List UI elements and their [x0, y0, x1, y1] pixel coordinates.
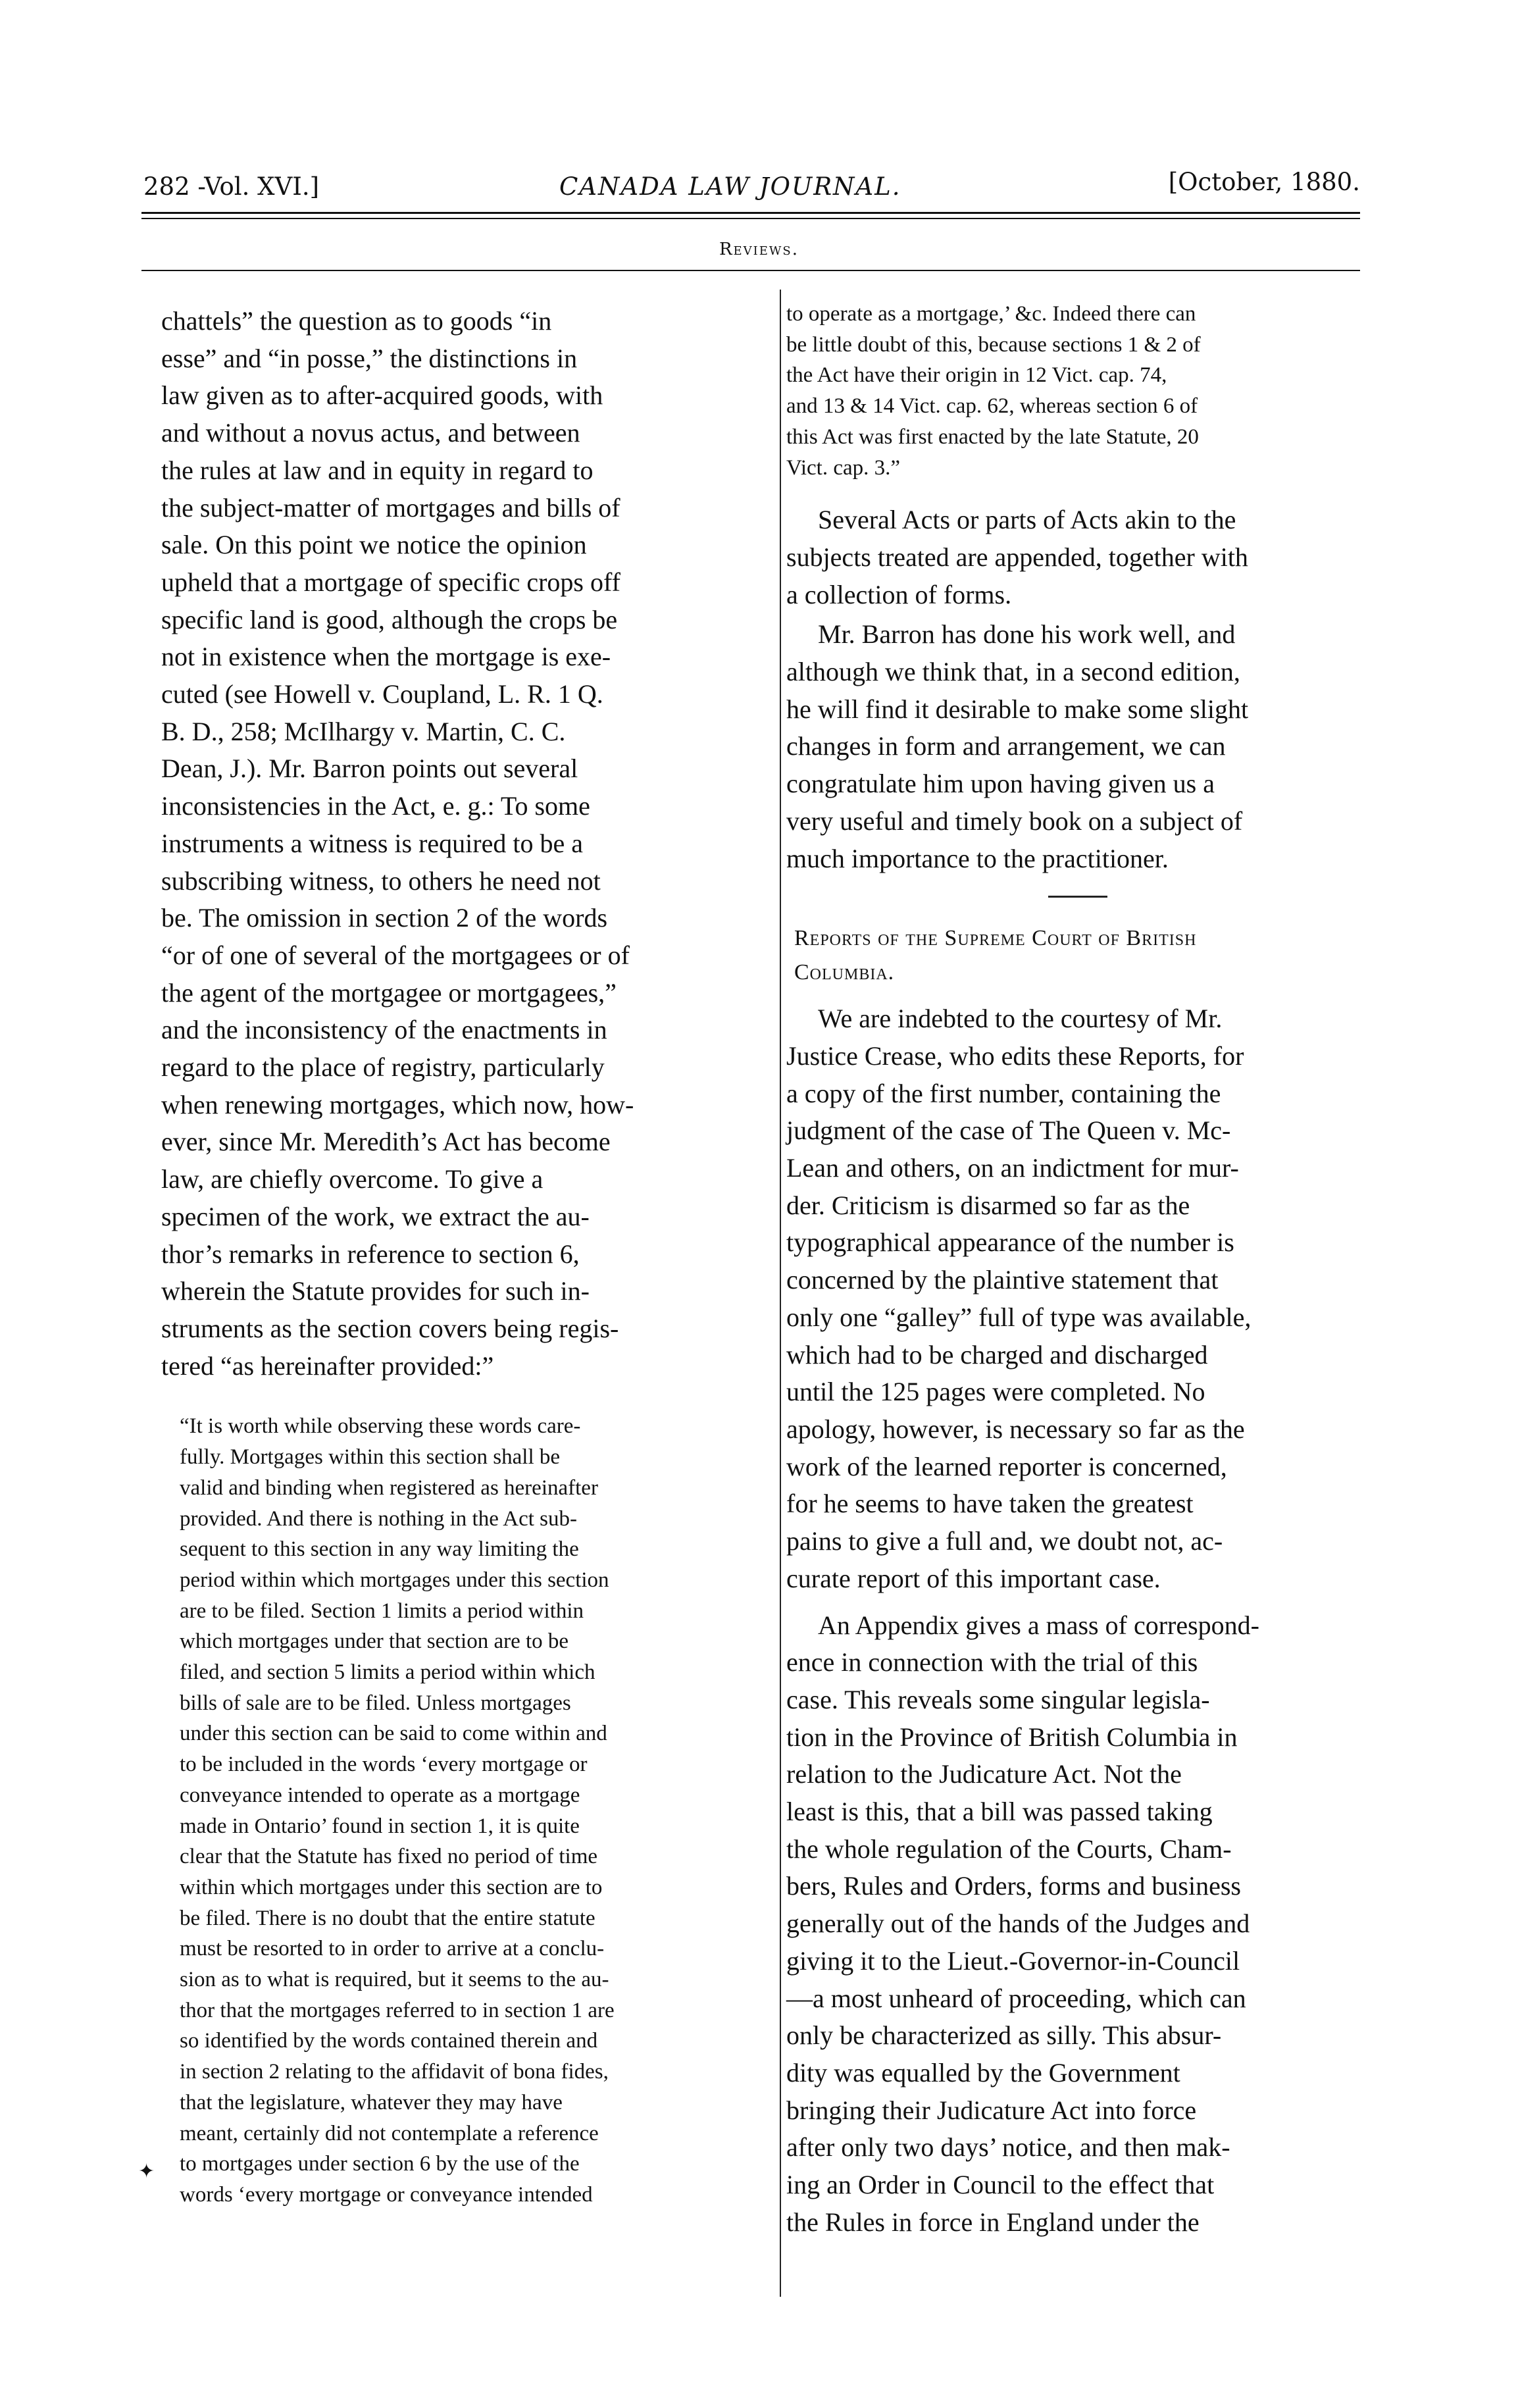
section-divider: [1048, 896, 1107, 898]
paragraph-appendix: An Appendix gives a mass of correspond- ence in connection with the trial of this case. This reveals some singular legisla- tion in the Province of British Columbia in relation to the Judicature Act. Not the least is this, that a bill was passed taking the whole regulation of the Courts, Cham- bers, Rules and Orders, forms and business generally out of the hands of the Judges and giving it to the Lieut.-Governor-in-Council —a most unheard of proceeding, which can only be characterized as silly. This absur- dity was equalled by the Government bringing their Judicature Act into force after only two days’ notice, and then mak- ing an Order in Council to the effect that the Rules in force in England under the: [786, 1610, 1259, 2237]
paragraph-appended-acts: Several Acts or parts of Acts akin to the subjects treated are appended, together with a collection of forms.: [786, 505, 1248, 609]
section-rule: [141, 270, 1360, 271]
page-number: 282 -Vol. XVI.]: [143, 172, 320, 201]
right-column: [786, 303, 1369, 2241]
quote-continuation: to operate as a mortgage,’ &c. Indeed there can be little doubt of this, because sections 1 & 2 of the Act have their origin in 12 Vict. cap. 74, and 13 & 14 Vict. cap. 62, whereas section 6 of this Act was first enacted by the late Statute, 20 Vict. cap. 3.”: [786, 302, 1201, 480]
article-heading: Reports of the Supreme Court of British Columbia.: [794, 926, 1197, 985]
section-heading: Reviews.: [719, 240, 799, 259]
issue-date: [October, 1880.: [1168, 168, 1360, 196]
block-quote: [161, 1411, 763, 2210]
header-rule-thin: [141, 218, 1360, 219]
margin-mark-icon: ✦: [138, 2160, 155, 2183]
left-column: [161, 303, 763, 2211]
column-divider: [780, 290, 781, 2297]
paragraph-review-conclusion: Mr. Barron has done his work well, and although we think that, in a second edition, he will find it desirable to make some slight changes in form and arrangement, we can congratulate him upon having given us a very useful and timely book on a subject of much importance to the practitioner.: [786, 619, 1249, 873]
left-paragraph: chattels” the question as to goods “in esse” and “in posse,” the distinctions in law given as to after-acquired goods, with and without a novus actus, and between the rules at law and in equity in regard to the subject-matter of mortgages and bills of sale. On this point we notice the opinion upheld that a mortgage of specific crops off specific land is good, although the crops be not in existence when the mortgage is exe- cuted (see Howell v. Coupland, L. R. 1 Q. B. D., 258; McIlhargy v. Martin, C. C. Dean, J.). Mr. Barron points out several inconsistencies in the Act, e. g.: To some instruments a witness is required to be a subscribing witness, to others he need not be. The omission in section 2 of the words “or of one of several of the mortgagees or of the agent of the mortgagee or mortgagees,” and the inconsistency of the enactments in regard to the place of registry, particularly when renewing mortgages, which now, how- ever, since Mr. Meredith’s Act has become law, are chiefly overcome. To give a specimen of the work, we extract the au- thor’s remarks in reference to section 6, wherein the Statute provides for such in- struments as the section covers being regis- tered “as hereinafter provided:”: [161, 306, 634, 1381]
paragraph-reports-intro: We are indebted to the courtesy of Mr. Justice Crease, who edits these Reports, for a copy of the first number, containing the judgment of the case of The Queen v. Mc- Lean and others, on an indictment for mur- der. Criticism is disarmed so far as the typographical appearance of the number is concerned by the plaintive statement that only one “galley” full of type was available, which had to be charged and discharged until the 125 pages were completed. No apology, however, is necessary so far as the work of the learned reporter is concerned, for he seems to have taken the greatest pains to give a full and, we doubt not, ac- curate report of this important case.: [786, 1004, 1252, 1593]
quote-text: “It is worth while observing these words care- fully. Mortgages within this section shall be valid and binding when registered as hereinafter provided. And there is nothing in the Act sub- sequent to this section in any way limiting the period within which mortgages under this section are to be filed. Section 1 limits a period within which mortgages under that section are to be filed, and section 5 limits a period within which bills of sale are to be filed. Unless mortgages under this section can be said to come within and to be included in the words ‘every mortgage or conveyance intended to operate as a mortgage made in Ontario’ found in section 1, it is quite clear that the Statute has fixed no period of time within which mortgages under this section are to be filed. There is no doubt that the entire statute must be resorted to in order to arrive at a conclu- sion as to what is required, but it seems to the au- thor that the mortgages referred to in section 1 are so identified by the words contained therein and in section 2 relating to the affidavit of bona fides, that the legislature, whatever they may have meant, certainly did not contemplate a reference to mortgages under section 6 by the use of the words ‘every mortgage or conveyance intended: [180, 1414, 615, 2207]
running-title: CANADA LAW JOURNAL.: [559, 172, 901, 201]
header-rule: [141, 212, 1360, 214]
